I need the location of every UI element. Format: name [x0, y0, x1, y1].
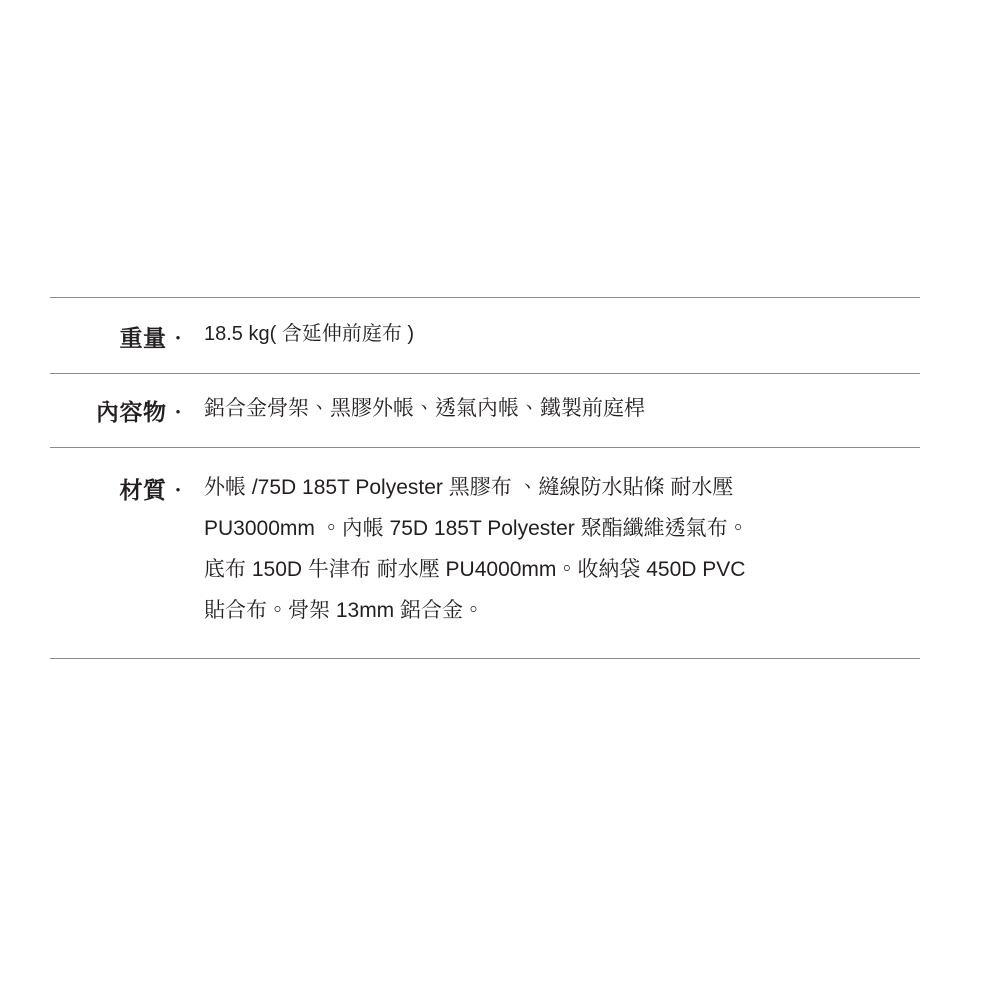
- material-line: PU3000mm 。內帳 75D 185T Polyester 聚酯纖維透氣布。: [204, 516, 749, 540]
- spec-value-contents: 鋁合金骨架、黑膠外帳、透氣內帳、鐵製前庭桿: [204, 397, 645, 420]
- table-row: [50, 374, 920, 448]
- spec-label-weight: 重量．: [119, 325, 190, 351]
- table-row: [50, 298, 920, 374]
- spec-sheet: [50, 297, 920, 659]
- material-line: 外帳 /75D 185T Polyester 黑膠布 、縫線防水貼條 耐水壓: [204, 476, 734, 499]
- spec-label-material: 材質．: [119, 477, 190, 503]
- spec-value-weight: 18.5 kg( 含延伸前庭布 ): [204, 323, 415, 345]
- specification-table: [50, 297, 920, 659]
- spec-value-material: [204, 448, 920, 659]
- spec-label-contents: 內容物．: [96, 399, 190, 425]
- table-row: [50, 448, 920, 659]
- material-line: 貼合布。骨架 13mm 鋁合金。: [204, 598, 485, 622]
- material-line: 底布 150D 牛津布 耐水壓 PU4000mm。收納袋 450D PVC: [204, 557, 746, 581]
